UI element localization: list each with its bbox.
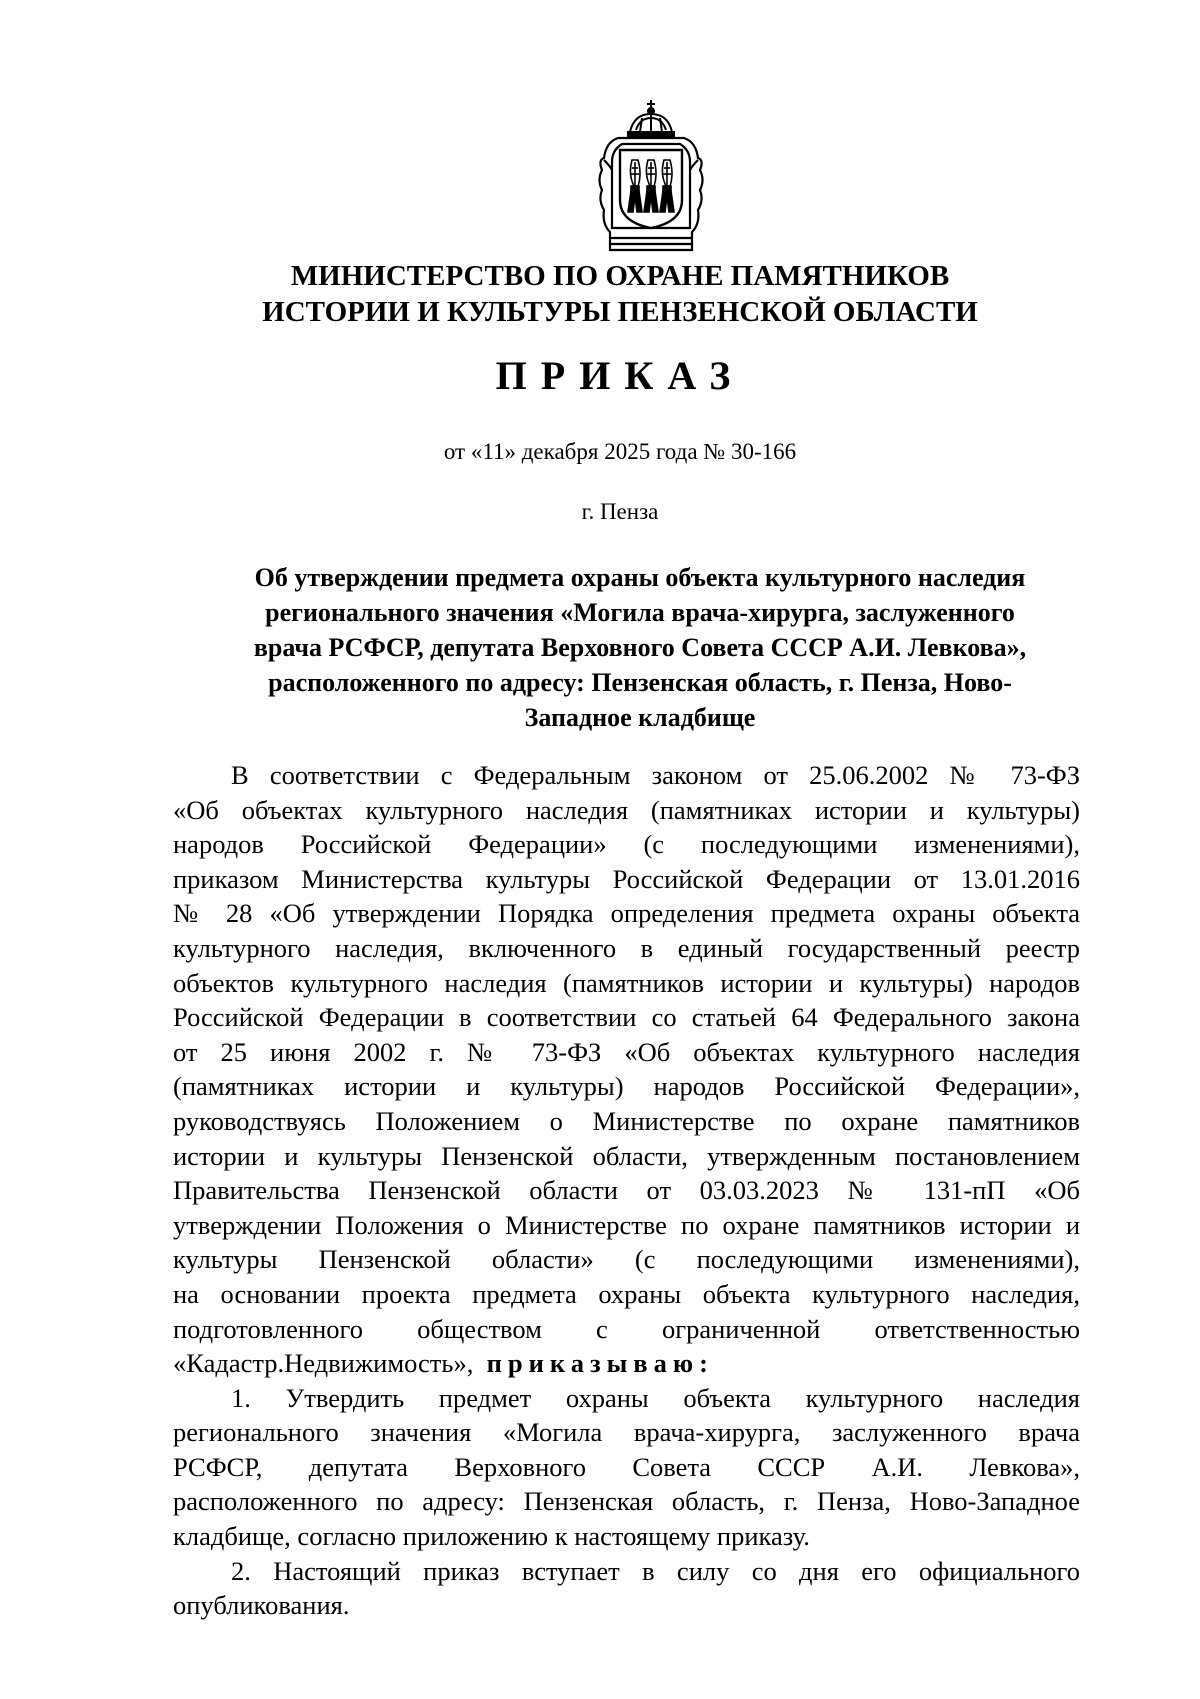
preamble-line: культуры Пензенской области» (с последующими изменениями), xyxy=(173,1244,1080,1275)
preamble-line: утверждении Положения о Министерстве по охране памятников истории и xyxy=(173,1209,1080,1240)
preamble-line: истории и культуры Пензенской области, утвержденным постановлением xyxy=(173,1140,1080,1171)
preamble-line: № 28 «Об утверждении Порядка определения предмета охраны объекта xyxy=(173,898,1080,929)
item-1-line: регионального значения «Могила врача-хирурга, заслуженного врача xyxy=(173,1417,1080,1448)
preamble-line: Российской Федерации в соответствии со статьей 64 Федерального закона xyxy=(173,1002,1080,1033)
preamble-line: объектов культурного наследия (памятников истории и культуры) народов xyxy=(173,967,1080,998)
subject-line: Западное кладбище xyxy=(524,703,756,732)
subject-line: врача РСФСР, депутата Верховного Совета СССР А.И. Левкова», xyxy=(253,633,1027,662)
subject-line: Об утверждении предмета охраны объекта культурного наследия xyxy=(254,563,1026,592)
preamble-final-line xyxy=(173,1346,1080,1381)
order-subject xyxy=(200,560,1080,735)
subject-line: расположенного по адресу: Пензенская область, г. Пенза, Ново- xyxy=(268,668,1012,697)
preamble-line: Правительства Пензенской области от 03.03.2023 № 131-пП «Об xyxy=(173,1175,1080,1206)
preamble-line: от 25 июня 2002 г. № 73-ФЗ «Об объектах культурного наследия xyxy=(173,1036,1080,1067)
order-city: г. Пенза xyxy=(581,499,659,524)
item-1-line: расположенного по адресу: Пензенская область, г. Пенза, Ново-Западное xyxy=(173,1486,1080,1517)
preamble-line: приказом Министерства культуры Российской Федерации от 13.01.2016 xyxy=(173,863,1080,894)
item-1-line: 1. Утвердить предмет охраны объекта культурного наследия xyxy=(231,1382,1080,1413)
preamble-line: (памятниках истории и культуры) народов Российской Федерации», xyxy=(173,1071,1080,1102)
preamble-line: руководствуясь Положением о Министерстве по охране памятников xyxy=(173,1105,1080,1136)
preamble-line: «Об объектах культурного наследия (памятниках истории и культуры) xyxy=(173,794,1080,825)
preamble-line: В соответствии с Федеральным законом от 25.06.2002 № 73-ФЗ xyxy=(231,760,1080,790)
preamble-line: культурного наследия, включенного в единый государственный реестр xyxy=(173,932,1080,963)
ministry-name xyxy=(0,258,1200,330)
ministry-name-line-1: МИНИСТЕРСТВО ПО ОХРАНЕ ПАМЯТНИКОВ xyxy=(290,260,950,292)
decree-word: приказываю: xyxy=(486,1348,714,1379)
ministry-name-line-2: ИСТОРИИ И КУЛЬТУРЫ ПЕНЗЕНСКОЙ ОБЛАСТИ xyxy=(262,296,978,328)
item-1-line: РСФСР, депутата Верховного Совета СССР А.И. Левкова», xyxy=(173,1451,1080,1482)
item-1-line: кладбище, согласно приложению к настоящему приказу. xyxy=(173,1521,810,1552)
item-2-line: 2. Настоящий приказ вступает в силу со дня его официального xyxy=(231,1555,1080,1586)
preamble-line: на основании проекта предмета охраны объекта культурного наследия, xyxy=(173,1278,1080,1309)
preamble-final-text: «Кадастр.Недвижимость», xyxy=(173,1348,474,1379)
coat-of-arms-icon xyxy=(596,100,706,254)
order-body xyxy=(173,758,1080,1623)
subject-line: регионального значения «Могила врача-хирурга, заслуженного xyxy=(265,598,1015,627)
preamble-line: народов Российской Федерации» (с последующими изменениями), xyxy=(173,829,1080,860)
order-title: ПРИКАЗ xyxy=(495,353,745,398)
preamble-line: подготовленного обществом с ограниченной ответственностью xyxy=(173,1313,1080,1344)
order-date-number: от «11» декабря 2025 года № 30-166 xyxy=(443,439,797,464)
item-2-line: опубликования. xyxy=(173,1590,350,1621)
